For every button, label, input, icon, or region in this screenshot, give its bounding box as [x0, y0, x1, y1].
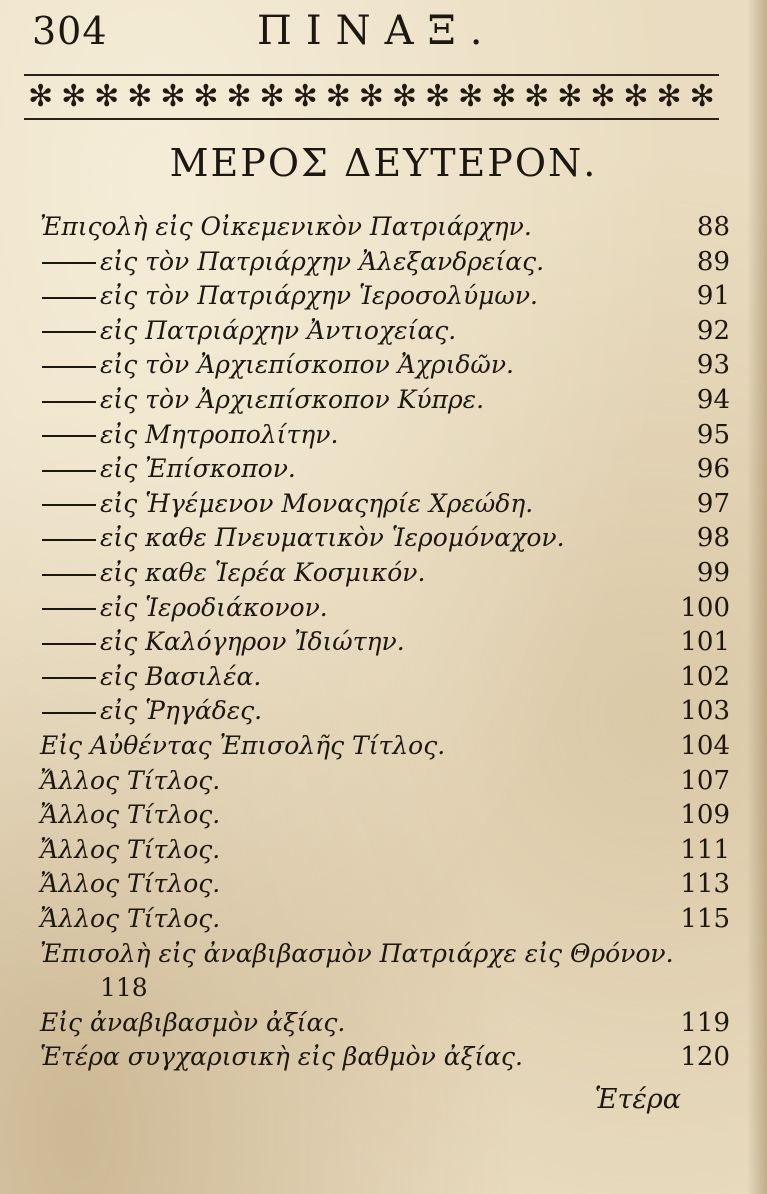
toc-entry-page-number: 101: [680, 627, 730, 658]
ornament-flower-icon: ✻: [524, 79, 550, 114]
toc-entry-title: εἰς Ἡγέμενον Μοναςηρίε Χρεώδη.: [100, 488, 534, 518]
toc-entry: [40, 902, 730, 936]
toc-entry: [40, 867, 730, 901]
ditto-dash: [42, 297, 96, 299]
toc-entry-title: Εἰς ἀναβιβασμὸν ἀξίας.: [40, 1007, 346, 1037]
toc-entry: [40, 279, 730, 313]
ditto-dash: [42, 470, 96, 472]
toc-entry-page-number: 109: [680, 800, 730, 831]
toc-entry-title: εἰς τὸν Ἀρχιεπίσκοπον Κύπρε.: [100, 385, 485, 414]
toc-entry-title: 118: [100, 973, 148, 1003]
toc-entry: [40, 521, 730, 555]
toc-entry-title: Ἑτέρα συγχαρισικὴ εἰς βαθμὸν ἀξίας.: [40, 1042, 524, 1072]
toc-entry-title: εἰς καθε Πνευματικὸν Ἱερομόναχον.: [100, 523, 565, 553]
toc-entry-page-number: 100: [680, 592, 730, 623]
toc-entry-title: Ἐπιςολὴ εἰς Οἰκεμενικὸν Πατριάρχην.: [40, 212, 532, 241]
toc-entry: [40, 798, 730, 832]
toc-entry-title: Ἄλλος Τίτλος.: [40, 765, 221, 795]
toc-entry: [40, 833, 730, 867]
toc-entry-page-number: 92: [696, 315, 730, 346]
ornament-band: [24, 74, 719, 120]
toc-entry-title: εἰς Ἱεροδιάκονον.: [100, 592, 328, 622]
ornament-flower-icon: ✻: [590, 79, 616, 114]
toc-entry-title: εἰς τὸν Ἀρχιεπίσκοπον Ἀχριδῶν.: [100, 350, 514, 380]
toc-entry-page-number: 111: [680, 834, 730, 865]
toc-entry-title: εἰς Μητροπολίτην.: [100, 419, 339, 449]
ornament-flower-icon: ✻: [656, 79, 682, 114]
toc-entry: [40, 348, 730, 382]
section-title: ΜΕΡΟΣ ΔΕΥΤΕΡΟΝ.: [169, 141, 598, 185]
toc-entry: [40, 729, 730, 763]
ornament-flower-icon: ✻: [689, 79, 715, 114]
toc-entry-page-number: 102: [680, 661, 730, 692]
toc-entry-page-number: 97: [696, 488, 730, 519]
ornament-flower-icon: ✻: [28, 79, 54, 114]
toc-entry-title: εἰς Ῥηγάδες.: [100, 696, 263, 726]
ditto-dash: [42, 712, 96, 714]
ornament-flower-icon: ✻: [259, 79, 285, 114]
ornament-flower-icon: ✻: [358, 79, 384, 114]
toc-entry-title: εἰς τὸν Πατριάρχην Ἀλεξανδρείας.: [100, 246, 545, 276]
toc-entry-page-number: 107: [680, 765, 730, 796]
ditto-dash: [42, 401, 96, 403]
toc-entry: [40, 210, 730, 244]
toc-entry-page-number: 115: [680, 904, 730, 934]
toc-entry-title: εἰς τὸν Πατριάρχην Ἱεροσολύμων.: [100, 281, 538, 311]
toc-entry: [100, 971, 767, 1005]
toc-entry-title: εἰς καθε Ἱερέα Κοσμικόν.: [100, 558, 426, 587]
toc-entry: [40, 625, 730, 659]
ornament-flower-icon: ✻: [491, 79, 517, 114]
ditto-dash: [42, 331, 96, 333]
ornament-flower-icon: ✻: [292, 79, 318, 114]
ditto-dash: [42, 539, 96, 541]
toc-entry-page-number: 91: [696, 281, 730, 312]
toc-entry: [40, 1006, 730, 1040]
toc-entry: [40, 660, 730, 694]
toc-entry-page-number: 98: [696, 523, 730, 554]
ornament-flower-icon: ✻: [127, 79, 153, 114]
ditto-dash: [42, 677, 96, 679]
toc-entry: [40, 418, 730, 452]
toc-entry: [40, 937, 730, 971]
ditto-dash: [42, 608, 96, 610]
running-head: ΠΙΝΑΞ.: [257, 8, 497, 54]
toc-entry-page-number: 119: [680, 1007, 730, 1038]
toc-entry: [40, 487, 730, 521]
page-number: 304: [32, 9, 108, 53]
toc-entry: [40, 383, 730, 417]
ornament-flower-icon: ✻: [557, 79, 583, 114]
ornament-flower-icon: ✻: [458, 79, 484, 114]
ornament-flower-icon: ✻: [160, 79, 186, 114]
toc-entry-page-number: 93: [696, 350, 730, 381]
toc-entry-title: εἰς Ἐπίσκοπον.: [100, 454, 296, 484]
catchword: Ἑτέρα: [594, 1084, 681, 1115]
toc-entry-title: εἰς Βασιλέα.: [100, 661, 262, 691]
toc-entry-page-number: 120: [680, 1042, 730, 1073]
ditto-dash: [42, 504, 96, 506]
toc-entry: [40, 245, 730, 279]
ditto-dash: [42, 366, 96, 368]
toc-entry-page-number: 99: [696, 558, 730, 588]
toc-entry: [40, 1040, 730, 1074]
ornament-flower-icon: ✻: [94, 79, 120, 114]
page-header: [32, 6, 752, 56]
toc-entry-title: Ἄλλος Τίτλος.: [40, 904, 221, 933]
toc-entry-title: Ἄλλος Τίτλος.: [40, 869, 221, 899]
toc-entry-page-number: 89: [696, 246, 730, 277]
toc-entry-title: εἰς Καλόγηρον Ἰδιώτην.: [100, 627, 405, 657]
toc-entry-page-number: 104: [680, 731, 730, 761]
toc-entry-title: Ἐπισολὴ εἰς ἀναβιβασμὸν Πατριάρχε εἰς Θρόνον.: [40, 938, 674, 968]
ornament-flower-icon: ✻: [623, 79, 649, 114]
toc-entry-page-number: 94: [696, 385, 730, 415]
ornament-flower-icon: ✻: [226, 79, 252, 114]
toc-entry: [40, 452, 730, 486]
toc-entry-title: εἰς Πατριάρχην Ἀντιοχείας.: [100, 315, 457, 345]
ditto-dash: [42, 574, 96, 576]
toc-entry: [40, 764, 730, 798]
toc-entry-title: Εἰς Αὐθέντας Ἐπισολῆς Τίτλος.: [40, 731, 446, 760]
toc-entry: [40, 591, 730, 625]
toc-entry-title: Ἄλλος Τίτλος.: [40, 800, 221, 830]
ditto-dash: [42, 435, 96, 437]
ornament-flower-icon: ✻: [424, 79, 451, 114]
toc-entry-page-number: 103: [680, 696, 730, 727]
ornament-flower-icon: ✻: [391, 79, 417, 114]
toc-entry: [40, 314, 730, 348]
toc-entry-page-number: 113: [680, 869, 730, 900]
ditto-dash: [42, 262, 96, 264]
toc-entry-page-number: 96: [696, 454, 730, 485]
toc-entry-page-number: 95: [696, 419, 730, 450]
toc-entry-title: Ἄλλος Τίτλος.: [40, 834, 221, 864]
ornament-flower-icon: ✻: [325, 79, 351, 114]
toc-entry: [40, 694, 730, 728]
ornament-flower-icon: ✻: [61, 79, 87, 114]
toc-entry: [40, 556, 730, 590]
ornament-flower-icon: ✻: [193, 79, 219, 114]
ditto-dash: [42, 643, 96, 645]
toc-entry-page-number: 88: [696, 212, 730, 242]
